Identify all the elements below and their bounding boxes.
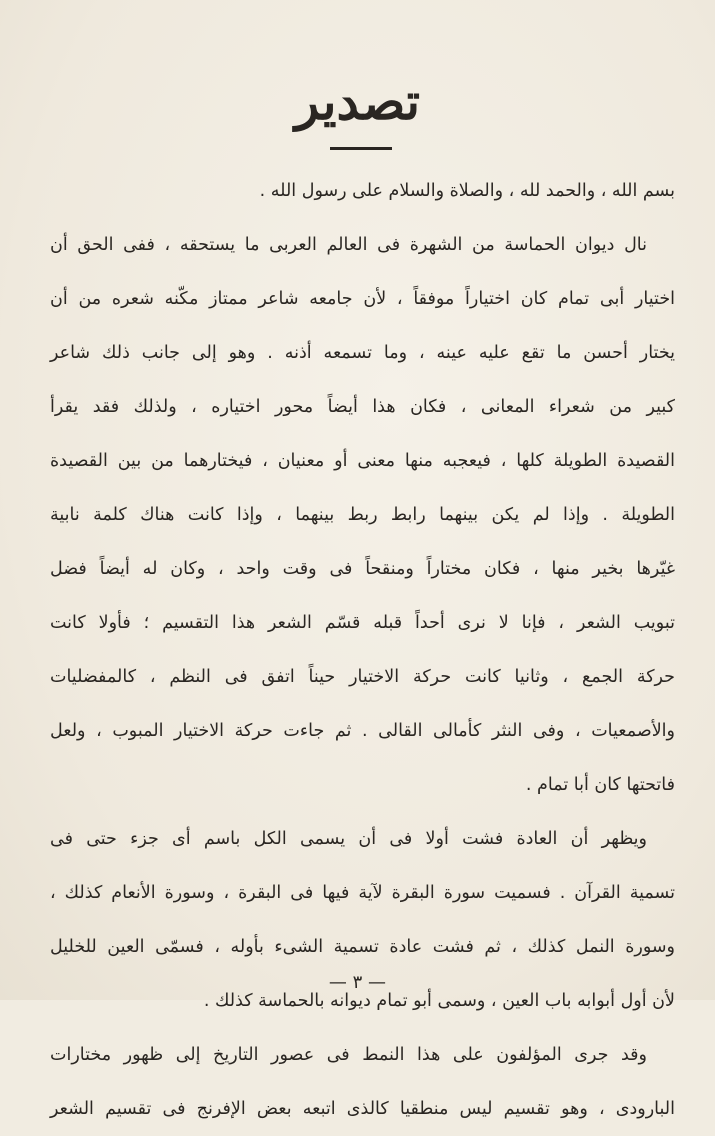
text-line: غيّرها بخير منها ، فكان مختاراً ومنقحاً فى وقت واحد ، وكان له أيضاً فضل xyxy=(50,559,675,579)
text-line: الطويلة . وإذا لم يكن بينهما رابط ربط بينهما ، وإذا كانت هناك كلمة نابية xyxy=(50,505,675,525)
page-number: — ٣ — xyxy=(328,972,387,993)
title-divider xyxy=(330,147,392,150)
text-line: لأن أول أبوابه باب العين ، وسمى أبو تمام ديوانه بالحماسة كذلك . xyxy=(203,991,675,1011)
text-line: القصيدة الطويلة كلها ، فيعجبه منها معنى أو معنيان ، فيختارهما من بين القصيدة xyxy=(50,451,675,471)
text-line: تسمية القرآن . فسميت سورة البقرة لآية فيها فى البقرة ، وسورة الأنعام كذلك ، xyxy=(50,883,675,903)
text-line: وسورة النمل كذلك ، ثم فشت عادة تسمية الشىء بأوله ، فسمّى العين للخليل xyxy=(50,937,675,957)
text-line: والأصمعيات ، وفى النثر كأمالى القالى . ثم جاءت حركة الاختيار المبوب ، ولعل xyxy=(50,721,675,741)
text-line: البارودى ، وهو تقسيم ليس منطقيا كالذى اتبعه بعض الإفرنج فى تقسيم الشعر xyxy=(50,1099,675,1119)
text-line: يختار أحسن ما تقع عليه عينه ، وما تسمعه أذنه . وهو إلى جانب ذلك شاعر xyxy=(50,343,675,363)
text-line: حركة الجمع ، وثانيا كانت حركة الاختيار حيناً اتفق فى النظم ، كالمفضليات xyxy=(50,667,675,687)
text-line: نال ديوان الحماسة من الشهرة فى العالم العربى ما يستحقه ، ففى الحق أن xyxy=(50,235,647,255)
text-line: اختيار أبى تمام كان اختياراً موفقاً ، لأن جامعه شاعر ممتاز مكّنه شعره من أن xyxy=(50,289,675,309)
text-line: بسم الله ، والحمد لله ، والصلاة والسلام على رسول الله . xyxy=(259,181,675,201)
text-line: فاتحتها كان أبا تمام . xyxy=(525,775,675,795)
text-line: وقد جرى المؤلفون على هذا النمط فى عصور التاريخ إلى ظهور مختارات xyxy=(50,1045,647,1065)
text-line: ويظهر أن العادة فشت أولا فى أن يسمى الكل باسم أى جزء حتى فى xyxy=(50,829,647,849)
page-title: تصدير xyxy=(294,72,421,131)
text-line: تبويب الشعر ، فإنا لا نرى أحداً قبله قسّم الشعر هذا التقسيم ؛ فأولا كانت xyxy=(50,613,675,633)
text-line: كبير من شعراء المعانى ، فكان هذا أيضاً محور اختياره ، ولذلك فقد يقرأ xyxy=(50,397,675,417)
